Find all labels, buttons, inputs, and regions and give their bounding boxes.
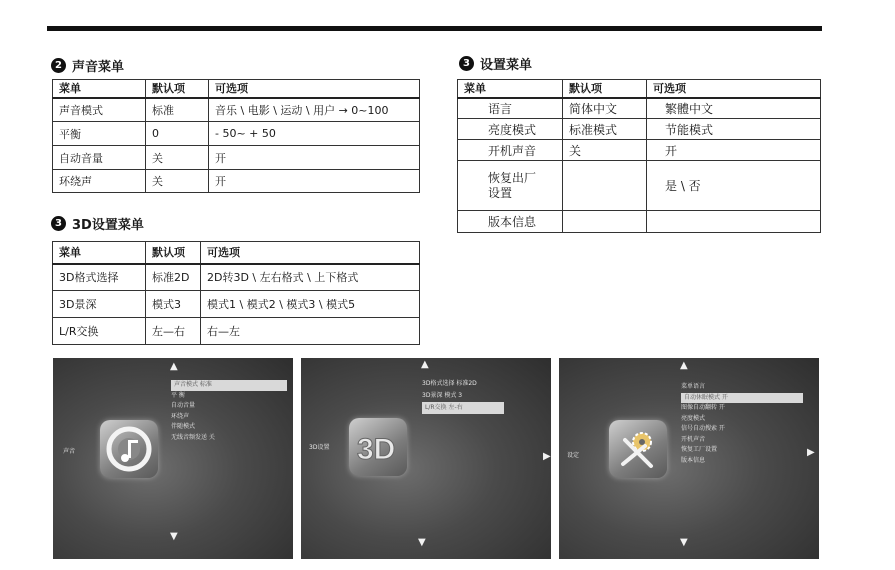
- settings-menu-heading: [459, 54, 532, 73]
- cell-default: 0: [146, 122, 209, 146]
- cell-menu: 3D景深: [53, 291, 146, 318]
- cell-default: 标准: [146, 98, 209, 122]
- screen-menu-item-selected: 自动休眠模式 开: [681, 393, 803, 404]
- cell-menu: 恢复出厂 设置: [458, 161, 563, 211]
- col-header-default: 默认项: [146, 80, 209, 98]
- cell-default: 关: [146, 170, 209, 193]
- cell-options: [647, 211, 821, 233]
- table-row: [458, 140, 821, 161]
- screen-menu-item: 自动音量: [171, 402, 196, 409]
- table-row: [53, 146, 420, 170]
- music-note-icon: [100, 420, 158, 478]
- cell-options: 模式1 \ 模式2 \ 模式3 \ 模式5: [201, 291, 420, 318]
- threed-menu-heading: [51, 214, 144, 233]
- cell-menu: 声音模式: [53, 98, 146, 122]
- screen-menu-item: 开机声音: [681, 435, 706, 443]
- scroll-right-arrow-icon: ▶: [543, 451, 551, 462]
- screen-menu-item: 信号自动搜索 开: [681, 425, 725, 432]
- table-row: [53, 122, 420, 146]
- sound-menu-table: [52, 79, 420, 193]
- settings-menu-table: [457, 79, 821, 233]
- section-number-badge: 3: [459, 56, 474, 71]
- scroll-up-arrow-icon: ▲: [680, 360, 688, 371]
- screen-menu-list: [422, 378, 504, 414]
- col-header-default: 默认项: [146, 242, 201, 264]
- cell-options: 2D转3D \ 左右格式 \ 上下格式: [201, 264, 420, 291]
- cell-menu: 平衡: [53, 122, 146, 146]
- screen-menu-item-selected: 声音模式 标准: [171, 380, 287, 391]
- cell-menu: 语言: [458, 98, 563, 119]
- sound-menu-screenshot: [53, 358, 293, 559]
- screen-side-label: 设定: [567, 452, 580, 459]
- cell-default: 模式3: [146, 291, 201, 318]
- screen-menu-item: 伴随模式: [171, 423, 196, 430]
- scroll-down-arrow-icon: ▼: [170, 531, 178, 542]
- table-row: [458, 161, 821, 211]
- col-header-menu: 菜单: [53, 242, 146, 264]
- sound-menu-heading: [51, 56, 124, 75]
- col-header-options: 可选项: [209, 80, 420, 98]
- svg-text:3D: 3D: [357, 433, 396, 466]
- cell-options: 开: [209, 170, 420, 193]
- cell-default: 关: [563, 140, 647, 161]
- cell-menu: 开机声音: [458, 140, 563, 161]
- scroll-up-arrow-icon: ▲: [170, 361, 178, 372]
- cell-menu: 3D格式选择: [53, 264, 146, 291]
- cell-options: 开: [209, 146, 420, 170]
- screen-side-label: 3D设置: [309, 444, 330, 451]
- table-row: [53, 291, 420, 318]
- screen-menu-item-selected: L/R交换 左-右: [422, 402, 504, 414]
- sound-menu-title: 声音菜单: [72, 60, 125, 75]
- screen-menu-item: 亮度模式: [681, 414, 706, 422]
- cell-options: 开: [647, 140, 821, 161]
- screen-menu-list: [681, 382, 803, 466]
- screen-menu-item: 3D景深 模式 3: [422, 392, 463, 399]
- col-header-options: 可选项: [201, 242, 420, 264]
- threed-menu-table: [52, 241, 420, 345]
- table-row: [458, 211, 821, 233]
- cell-default: 关: [146, 146, 209, 170]
- screen-menu-item: 菜单语言: [681, 383, 706, 390]
- tools-gear-icon: [609, 420, 667, 478]
- cell-default: [563, 161, 647, 211]
- col-header-default: 默认项: [563, 80, 647, 98]
- settings-menu-title: 设置菜单: [480, 58, 533, 73]
- scroll-down-arrow-icon: ▼: [680, 537, 688, 548]
- cell-options: 节能模式: [647, 119, 821, 140]
- cell-options: 是 \ 否: [647, 161, 821, 211]
- col-header-menu: 菜单: [458, 80, 563, 98]
- screen-menu-item: 版本信息: [681, 456, 706, 464]
- cell-menu: L/R交换: [53, 318, 146, 345]
- col-header-options: 可选项: [647, 80, 821, 98]
- section-number-badge: 2: [51, 58, 66, 73]
- screen-side-label: 声音: [63, 448, 76, 455]
- cell-default: [563, 211, 647, 233]
- cell-menu: 版本信息: [458, 211, 563, 233]
- col-header-menu: 菜单: [53, 80, 146, 98]
- top-rule: [47, 26, 822, 31]
- table-row: [53, 318, 420, 345]
- scroll-up-arrow-icon: ▲: [421, 359, 429, 370]
- cell-default: 标准2D: [146, 264, 201, 291]
- cell-options: 右—左: [201, 318, 420, 345]
- screen-menu-item: 无线音频发送 关: [171, 433, 215, 441]
- screen-menu-item: 环绕声: [171, 412, 190, 420]
- cell-options: - 50~ + 50: [209, 122, 420, 146]
- cell-options: 繁體中文: [647, 98, 821, 119]
- table-row: [53, 264, 420, 291]
- section-number-badge: 3: [51, 216, 66, 231]
- cell-menu: 环绕声: [53, 170, 146, 193]
- screen-menu-item: 平 衡: [171, 391, 185, 399]
- cell-options: 音乐 \ 电影 \ 运动 \ 用户 → 0~100: [209, 98, 420, 122]
- screen-menu-item: 恢复工厂设置: [681, 446, 718, 453]
- screen-menu-item: 图像自动翻转 开: [681, 404, 725, 411]
- cell-default: 左—右: [146, 318, 201, 345]
- scroll-down-arrow-icon: ▼: [418, 537, 426, 548]
- cell-menu: 自动音量: [53, 146, 146, 170]
- cell-default: 标准模式: [563, 119, 647, 140]
- table-row: [53, 98, 420, 122]
- threed-menu-screenshot: [301, 358, 551, 559]
- threed-logo-icon: [349, 418, 407, 476]
- table-row: [458, 98, 821, 119]
- screen-menu-list: [171, 380, 287, 443]
- screen-menu-item: 3D格式选择 标准2D: [422, 380, 477, 387]
- table-row: [458, 119, 821, 140]
- threed-menu-title: 3D设置菜单: [72, 218, 144, 233]
- cell-menu: 亮度模式: [458, 119, 563, 140]
- table-row: [53, 170, 420, 193]
- settings-menu-screenshot: [559, 358, 819, 559]
- cell-default: 简体中文: [563, 98, 647, 119]
- scroll-right-arrow-icon: ▶: [807, 447, 815, 458]
